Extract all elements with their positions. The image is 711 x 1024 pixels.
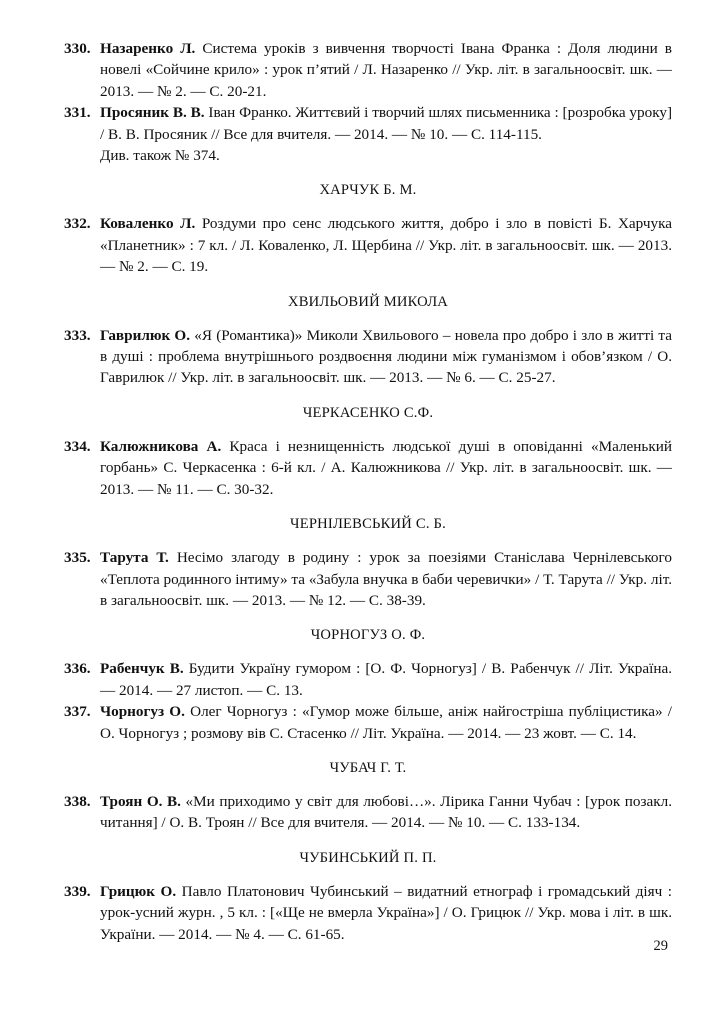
entry-text: Олег Чорногуз : «Гумор може більше, аніж найгостріша публіцистика» / О. Чорногуз ; розмову вів С. Стасенко // Літ. Україна. — 2014. — 23 жовт. — С. 14. xyxy=(100,703,672,742)
entry-author: Гаврилюк О. xyxy=(100,326,191,344)
entry-body xyxy=(100,213,672,277)
section-heading-cherkasenko: ЧЕРКАСЕНКО С.Ф. xyxy=(302,404,434,421)
entry-body xyxy=(100,791,672,834)
section-heading-kharchuk: ХАРЧУК Б. М. xyxy=(319,182,417,199)
section-heading-chubach: ЧУБАЧ Г. Т. xyxy=(329,759,407,776)
bibliography-entry-334 xyxy=(64,436,672,500)
entry-number: 333. xyxy=(64,326,91,344)
entry-author: Грицюк О. xyxy=(100,882,177,900)
bibliography-entry-333 xyxy=(64,325,672,389)
entry-body xyxy=(100,701,672,744)
entry-text: «Я (Романтика)» Миколи Хвильового – новела про добро і зло в житті та в душі : проблема внутрішнього роздвоєння людини між гуманізмом і обов’язком / О. Гаврилюк // Укр. літ. в загальноосвіт. шк. — 2013. — № 6. — С. 25-27. xyxy=(100,326,672,387)
entry-number: 338. xyxy=(64,792,91,810)
bibliography-entry-338 xyxy=(64,791,672,834)
bibliography-entry-331 xyxy=(64,102,672,145)
entry-body xyxy=(100,547,672,611)
entry-author: Назаренко Л. xyxy=(100,40,196,57)
section-heading-chubynskyi: ЧУБИНСЬКИЙ П. П. xyxy=(299,849,437,866)
entry-text: Роздуми про сенс людського життя, добро і зло в повісті Б. Харчука «Планетник» : 7 кл. / Л. Коваленко, Л. Щербина // Укр. літ. в загальноосвіт. шк. — 2013. — № 2. — С. 19. xyxy=(100,215,672,276)
entry-author: Чорногуз О. xyxy=(100,703,185,721)
bibliography-page xyxy=(64,38,672,945)
entry-body xyxy=(100,38,672,102)
bibliography-entry-330 xyxy=(64,38,672,102)
entry-body xyxy=(100,436,672,500)
entry-text: Іван Франко. Життєвий і творчий шлях письменника : [розробка уроку] / В. В. Просяник // Все для вчителя. — 2014. — № 10. — С. 114-115. xyxy=(100,104,673,143)
entry-number: 336. xyxy=(64,660,91,678)
entry-number: 334. xyxy=(64,437,91,455)
entry-author: Просяник В. В. xyxy=(100,104,205,122)
entry-number: 335. xyxy=(64,549,91,567)
entry-text: Несімо злагоду в родину : урок за поезіями Станіслава Чернілевського «Теплота родинного інтиму» та «Забула внучка в баби черевички» / Т. Тарута // Укр. літ. в загальноосвіт. шк. — 2013. — № 12. — С. 38-39. xyxy=(100,549,672,609)
entry-body xyxy=(100,881,672,945)
bibliography-entry-339 xyxy=(64,881,672,945)
entry-author: Тарута Т. xyxy=(100,549,169,567)
bibliography-entry-335 xyxy=(64,547,672,611)
section-heading-chornohuz: ЧОРНОГУЗ О. Ф. xyxy=(310,627,426,644)
entry-author: Калюжникова А. xyxy=(100,437,222,455)
entry-body xyxy=(100,325,672,389)
entry-body xyxy=(100,658,672,701)
page-number: 29 xyxy=(653,938,668,954)
entry-text: Будити Україну гумором : [О. Ф. Чорногуз] / В. Рабенчук // Літ. Україна. — 2014. — 27 листоп. — С. 13. xyxy=(100,660,673,699)
bibliography-entry-337 xyxy=(64,701,672,744)
entry-author: Коваленко Л. xyxy=(100,215,196,233)
bibliography-entry-336 xyxy=(64,658,672,701)
section-heading-chernilevskyi: ЧЕРНІЛЕВСЬКИЙ С. Б. xyxy=(290,516,446,533)
entry-number: 332. xyxy=(64,215,91,233)
entry-body xyxy=(100,102,672,145)
entry-author: Троян О. В. xyxy=(100,792,181,810)
entry-number: 331. xyxy=(64,104,91,122)
entry-number: 337. xyxy=(64,703,91,721)
entry-number: 339. xyxy=(64,882,91,900)
entry-author: Рабенчук В. xyxy=(100,660,184,678)
entry-number: 330. xyxy=(64,40,91,57)
section-heading-khvylovyi: ХВИЛЬОВИЙ МИКОЛА xyxy=(287,293,449,310)
bibliography-entry-332 xyxy=(64,213,672,277)
see-also-note: Див. також № 374. xyxy=(100,147,220,165)
entry-text: Павло Платонович Чубинський – видатний етнограф і громадський діяч : урок-усний журн. , 5 кл. : [«Ще не вмерла Україна»] / О. Грицюк // Укр. мова і літ. в шк. України. — 2014. — № 4. — С. 61-65. xyxy=(100,882,672,943)
entry-text: Краса і незнищенність людської душі в оповіданні «Маленький горбань» С. Черкасенка : 6-й кл. / А. Калюжникова // Укр. літ. в загальноосвіт. шк. — 2013. — № 11. — С. 30-32. xyxy=(100,437,672,498)
entry-text: Система уроків з вивчення творчості Івана Франка : Доля людини в новелі «Сойчине крило» : урок п’ятий / Л. Назаренко // Укр. літ. в загальноосвіт. шк. — 2013. — № 2. — С. 20-21. xyxy=(100,40,672,100)
entry-text: «Ми приходимо у світ для любові…». Лірика Ганни Чубач : [урок позакл. читання] / О. В. Троян // Все для вчителя. — 2014. — № 10. — С. 133-134. xyxy=(100,792,673,832)
